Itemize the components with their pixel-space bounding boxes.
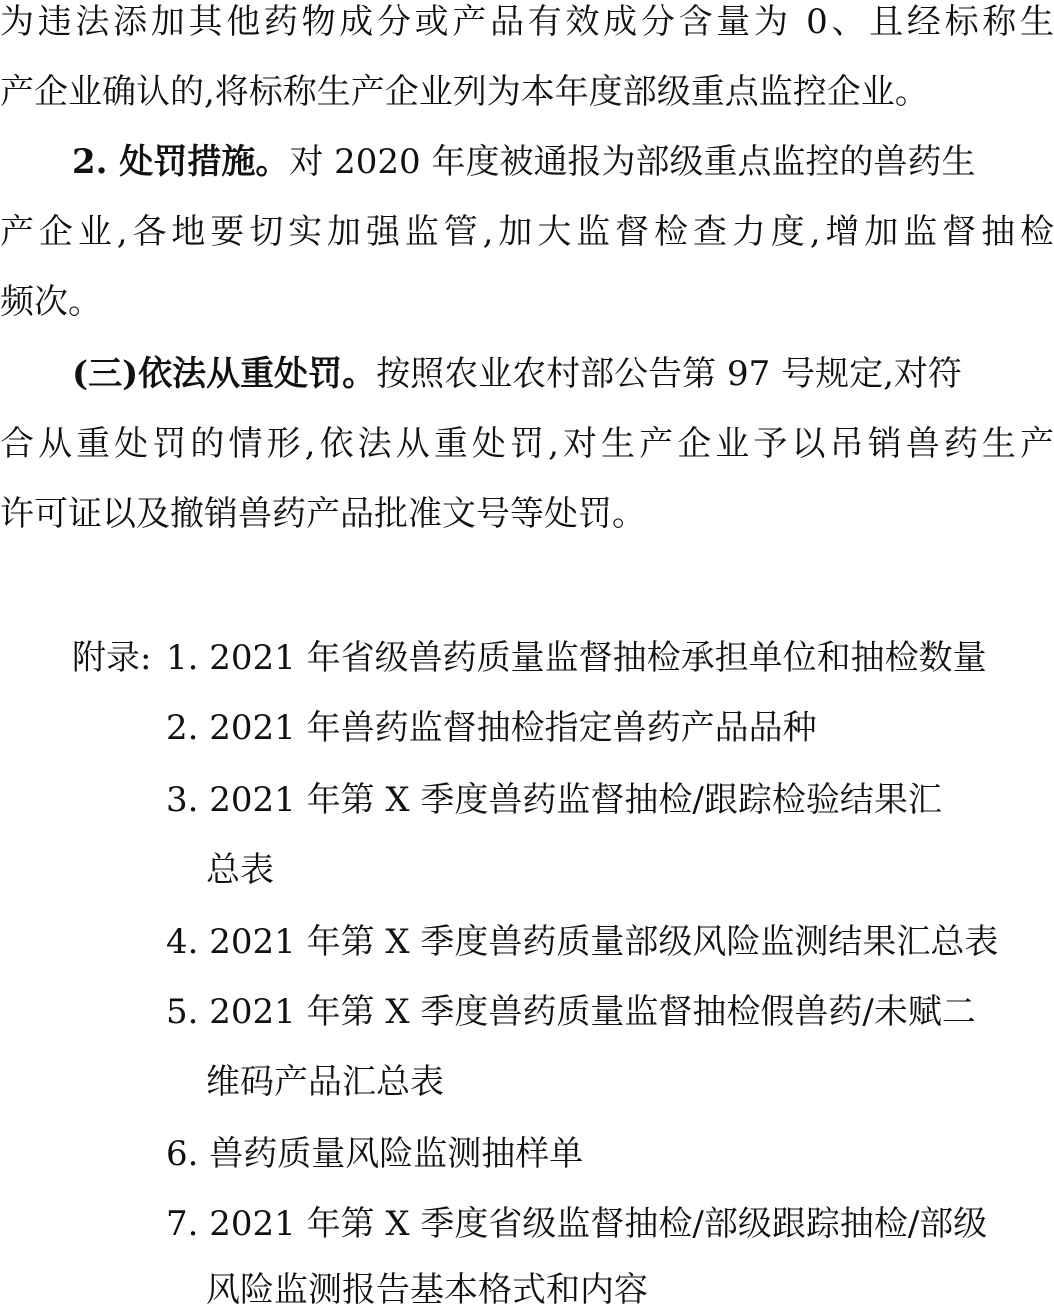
appendix-item-7-cont: 风险监测报告基本格式和内容	[206, 1270, 648, 1310]
appendix-item-5: 5. 2021 年第 X 季度兽药质量监督抽检假兽药/未赋二	[166, 992, 976, 1032]
appendix-item-3-cont: 总表	[206, 850, 274, 890]
appendix-item-1: 1. 2021 年省级兽药质量监督抽检承担单位和抽检数量	[166, 638, 987, 678]
paragraph-first-line	[72, 352, 1054, 396]
body-text-line: 产企业确认的,将标称生产企业列为本年度部级重点监控企业。	[0, 72, 929, 112]
body-text-line: 许可证以及撤销兽药产品批准文号等处罚。	[0, 494, 646, 534]
section-heading: 2. 处罚措施。	[72, 142, 290, 182]
body-text-line: 频次。	[0, 282, 102, 322]
section-heading: (三)依法从重处罚。	[72, 354, 377, 394]
body-text: 对 2020 年度被通报为部级重点监控的兽药生	[289, 142, 976, 182]
body-text-line: 为违法添加其他药物成分或产品有效成分含量为 0、且经标称生	[0, 2, 1054, 42]
body-text-line: 合从重处罚的情形,依法从重处罚,对生产企业予以吊销兽药生产	[0, 424, 1054, 464]
body-text-line: 产企业,各地要切实加强监管,加大监督检查力度,增加监督抽检	[0, 212, 1054, 252]
appendix-item-4: 4. 2021 年第 X 季度兽药质量部级风险监测结果汇总表	[166, 922, 999, 962]
appendix-item-2: 2. 2021 年兽药监督抽检指定兽药产品品种	[166, 708, 817, 748]
body-text: 按照农业农村部公告第 97 号规定,对符	[376, 354, 962, 394]
appendix-item-5-cont: 维码产品汇总表	[206, 1062, 444, 1102]
paragraph-first-line	[72, 140, 1054, 184]
appendix-label: 附录:	[72, 638, 152, 678]
appendix-item-6: 6. 兽药质量风险监测抽样单	[166, 1134, 584, 1174]
appendix-item-3: 3. 2021 年第 X 季度兽药监督抽检/跟踪检验结果汇	[166, 780, 942, 820]
appendix-item-7: 7. 2021 年第 X 季度省级监督抽检/部级跟踪抽检/部级	[166, 1204, 988, 1244]
